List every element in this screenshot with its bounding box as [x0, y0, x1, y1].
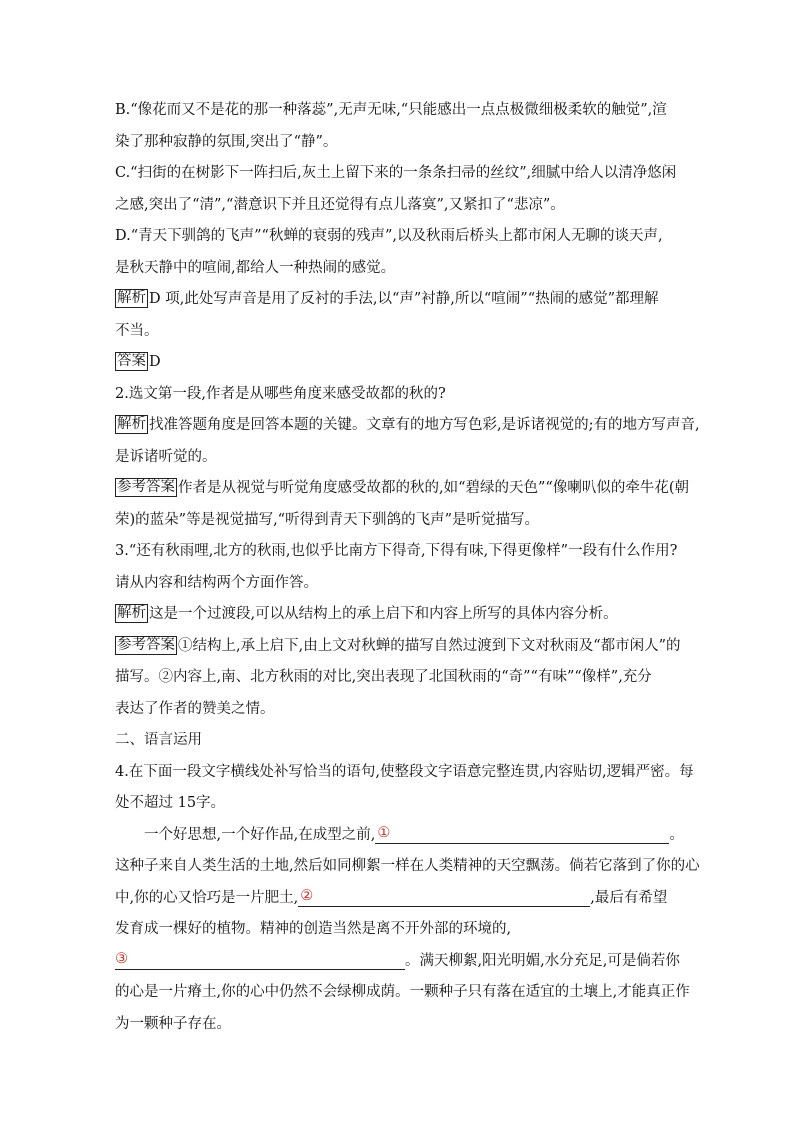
q1-answer-text: D	[149, 354, 161, 370]
option-b-line-2: 染了那种寂静的氛围,突出了“静”。	[115, 133, 338, 150]
passage-text: 中,你的心又恰巧是一片肥土,	[115, 889, 299, 906]
q4-passage-line-7: 为一颗种子存在。	[115, 1015, 231, 1032]
analysis-tag: 解析	[117, 416, 146, 432]
q1-analysis-text: D 项,此处写声音是用了反衬的手法,以“声”衬静,所以“喧闹”“热闹的感觉”都理解	[149, 291, 659, 307]
reference-answer-tag: 参考答案	[117, 479, 175, 495]
q2-analysis-line-1	[115, 413, 700, 438]
q3-question-line-1: 3.“还有秋雨哩,北方的秋雨,也似乎比南方下得奇,下得有味,下得更像样”一段有什么作用?	[115, 543, 678, 559]
q1-answer-line	[115, 350, 690, 375]
answer-blank-1[interactable]	[375, 825, 669, 844]
passage-text: 。满天柳絮,阳光明媚,水分充足,可是倘若你	[405, 952, 680, 969]
q2-question: 2.选文第一段,作者是从哪些角度来感受故都的秋的?	[115, 385, 446, 402]
option-d-line-2: 是秋天静中的喧闹,都给人一种热闹的感觉。	[115, 259, 396, 276]
q2-ref-text: 作者是从视觉与听觉角度感受故都的秋的,如“碧绿的天色”“像喇叭似的牵牛花(朝	[178, 480, 690, 496]
answer-blank-3[interactable]	[115, 951, 405, 970]
q2-analysis-text: 找准答题角度是回答本题的关键。文章有的地方写色彩,是诉诸视觉的;有的地方写声音,	[149, 417, 700, 433]
q4-question-line-2: 处不超过 15字。	[115, 795, 226, 811]
q3-analysis-text: 这是一个过渡段,可以从结构上的承上启下和内容上所写的具体内容分析。	[149, 606, 618, 622]
q4-question-line-1: 4.在下面一段文字横线处补写恰当的语句,使整段文字语意完整连贯,内容贴切,逻辑严密。每	[115, 763, 694, 780]
q3-ref-line-3: 表达了作者的赞美之情。	[115, 700, 275, 717]
answer-tag: 答案	[117, 353, 146, 369]
q4-passage-line-3	[115, 886, 690, 911]
section-heading: 二、语言运用	[115, 732, 202, 748]
document-page	[115, 98, 700, 1043]
option-c-line-2: 之感,突出了“清”,“潜意识下并且还觉得有点儿落寞”,又紧扣了“悲凉”。	[115, 196, 565, 213]
passage-text: ,最后有希望	[590, 889, 668, 906]
q4-passage-line-4: 发育成一棵好的植物。精神的创造当然是离不开外部的环境的,	[115, 921, 512, 937]
q3-ref-line-1	[115, 634, 690, 659]
option-b-line-1: B.“像花而又不是花的那一种落蕊”,无声无味,“只能感出一点点极微细极柔软的触觉”,渲	[115, 102, 667, 118]
q1-analysis-line-1	[115, 287, 690, 312]
blank-number: ①	[377, 824, 391, 841]
analysis-tag: 解析	[117, 290, 146, 306]
option-c-line-1: C.“扫街的在树影下一阵扫后,灰土上留下来的一条条扫帚的丝纹”,细腻中给人以清净悠闲	[115, 165, 677, 181]
q2-analysis-line-2: 是诉诸听觉的。	[115, 448, 217, 465]
blank-number: ②	[300, 887, 314, 904]
reference-answer-tag: 参考答案	[117, 636, 175, 653]
analysis-tag: 解析	[117, 605, 146, 621]
q2-ref-line-2: 荣)的蓝朵”等是视觉描写,“听得到青天下驯鸽的飞声”是听觉描写。	[115, 511, 540, 528]
option-d-line-1: D.“青天下驯鸽的飞声”“秋蝉的衰弱的残声”,以及秋雨后桥头上都市闲人无聊的谈天声,	[115, 228, 663, 244]
q2-ref-line-1	[115, 476, 690, 501]
q3-ref-text: ①结构上,承上启下,由上文对秋蝉的描写自然过渡到下文对秋雨及“都市闲人”的	[178, 637, 681, 654]
q4-passage-line-6: 的心是一片瘠土,你的心中仍然不会绿柳成荫。一颗种子只有落在适宜的土壤上,才能真正作	[115, 984, 690, 1000]
q3-question-line-2: 请从内容和结构两个方面作答。	[115, 574, 318, 591]
answer-blank-2[interactable]	[298, 888, 590, 907]
q3-ref-line-2: 描写。②内容上,南、北方秋雨的对比,突出表现了北国秋雨的“奇”“有味”“像样”,充分	[115, 669, 652, 685]
passage-text: 。	[669, 826, 684, 843]
q1-analysis-line-2: 不当。	[115, 322, 159, 339]
q4-passage-line-1	[115, 823, 690, 848]
q4-passage-line-2: 这种子来自人类生活的土地,然后如同柳絮一样在人类精神的天空飘荡。倘若它落到了你的心	[115, 858, 700, 874]
q4-passage-line-5	[115, 949, 690, 974]
passage-text: 一个好思想,一个好作品,在成型之前,	[144, 826, 376, 843]
blank-number: ③	[115, 950, 128, 967]
q3-analysis-line	[115, 602, 690, 627]
